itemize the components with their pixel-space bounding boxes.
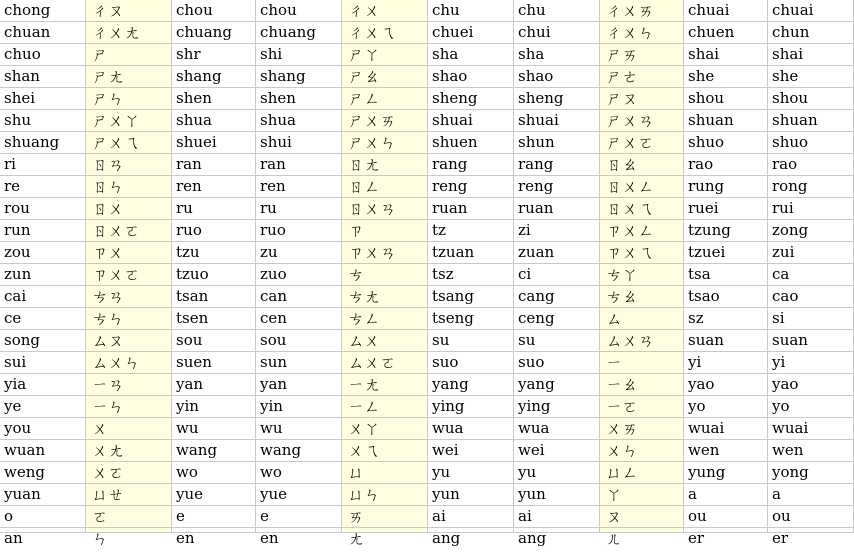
pinyin-cell[interactable]: reng xyxy=(428,176,514,198)
pinyin-cell[interactable]: suan xyxy=(684,330,768,352)
zhuyin-cell[interactable]: ㄣ xyxy=(86,528,172,533)
pinyin-cell[interactable]: wei xyxy=(514,440,600,462)
pinyin-cell[interactable]: weng xyxy=(0,462,86,484)
pinyin-cell[interactable]: shui xyxy=(256,132,342,154)
pinyin-cell[interactable]: ai xyxy=(428,506,514,528)
pinyin-cell[interactable]: yang xyxy=(514,374,600,396)
pinyin-cell[interactable]: zong xyxy=(768,220,854,242)
pinyin-cell[interactable]: ri xyxy=(0,154,86,176)
pinyin-cell[interactable]: ang xyxy=(428,528,514,533)
pinyin-cell[interactable]: chuo xyxy=(0,44,86,66)
pinyin-cell[interactable]: sun xyxy=(256,352,342,374)
pinyin-cell[interactable]: wen xyxy=(768,440,854,462)
zhuyin-cell[interactable]: ㄦ xyxy=(600,528,684,533)
pinyin-cell[interactable]: song xyxy=(0,330,86,352)
pinyin-cell[interactable]: ai xyxy=(514,506,600,528)
pinyin-cell[interactable]: yuan xyxy=(0,484,86,506)
pinyin-cell[interactable]: ying xyxy=(428,396,514,418)
pinyin-cell[interactable]: en xyxy=(172,528,256,533)
zhuyin-cell[interactable]: ㄔㄡ xyxy=(86,0,172,22)
zhuyin-cell[interactable]: ㄩ xyxy=(342,462,428,484)
pinyin-cell[interactable]: wei xyxy=(428,440,514,462)
pinyin-cell[interactable]: cai xyxy=(0,286,86,308)
pinyin-cell[interactable]: yo xyxy=(684,396,768,418)
pinyin-cell[interactable]: shen xyxy=(256,88,342,110)
pinyin-cell[interactable]: tzung xyxy=(684,220,768,242)
pinyin-cell[interactable]: ruei xyxy=(684,198,768,220)
zhuyin-cell[interactable]: ㄨㄚ xyxy=(342,418,428,440)
pinyin-cell[interactable]: yan xyxy=(172,374,256,396)
pinyin-cell[interactable]: rao xyxy=(768,154,854,176)
zhuyin-cell[interactable]: ㄕㄡ xyxy=(600,88,684,110)
pinyin-cell[interactable]: you xyxy=(0,418,86,440)
pinyin-cell[interactable]: shu xyxy=(0,110,86,132)
pinyin-cell[interactable]: wuai xyxy=(768,418,854,440)
pinyin-cell[interactable]: yun xyxy=(428,484,514,506)
pinyin-cell[interactable]: suo xyxy=(514,352,600,374)
zhuyin-cell[interactable]: ㄤ xyxy=(342,528,428,533)
pinyin-cell[interactable]: yong xyxy=(768,462,854,484)
zhuyin-cell[interactable]: ㄘㄥ xyxy=(342,308,428,330)
pinyin-cell[interactable]: shuo xyxy=(684,132,768,154)
zhuyin-cell[interactable]: ㄕㄤ xyxy=(86,66,172,88)
zhuyin-cell[interactable]: ㄖㄣ xyxy=(86,176,172,198)
pinyin-cell[interactable]: tzuei xyxy=(684,242,768,264)
pinyin-cell[interactable]: tzu xyxy=(172,242,256,264)
pinyin-cell[interactable]: ang xyxy=(514,528,600,533)
pinyin-cell[interactable]: chou xyxy=(172,0,256,22)
pinyin-cell[interactable]: suo xyxy=(428,352,514,374)
pinyin-cell[interactable]: tsa xyxy=(684,264,768,286)
zhuyin-cell[interactable]: ㄕㄠ xyxy=(342,66,428,88)
pinyin-cell[interactable]: e xyxy=(256,506,342,528)
pinyin-cell[interactable]: chuei xyxy=(428,22,514,44)
zhuyin-cell[interactable]: ㄙㄨㄣ xyxy=(86,352,172,374)
pinyin-cell[interactable]: shuan xyxy=(768,110,854,132)
pinyin-cell[interactable]: tsen xyxy=(172,308,256,330)
pinyin-cell[interactable]: wuan xyxy=(0,440,86,462)
pinyin-cell[interactable]: an xyxy=(0,528,86,533)
zhuyin-cell[interactable]: ㄖㄨㄢ xyxy=(342,198,428,220)
pinyin-cell[interactable]: shao xyxy=(428,66,514,88)
zhuyin-cell[interactable]: ㄖㄨㄟ xyxy=(600,198,684,220)
pinyin-cell[interactable]: ruo xyxy=(172,220,256,242)
pinyin-cell[interactable]: shuan xyxy=(684,110,768,132)
pinyin-cell[interactable]: chuai xyxy=(684,0,768,22)
zhuyin-cell[interactable]: ㄕㄥ xyxy=(342,88,428,110)
pinyin-cell[interactable]: ru xyxy=(172,198,256,220)
pinyin-cell[interactable]: yao xyxy=(768,374,854,396)
pinyin-cell[interactable]: shi xyxy=(256,44,342,66)
pinyin-cell[interactable]: tzuo xyxy=(172,264,256,286)
pinyin-cell[interactable]: ran xyxy=(256,154,342,176)
pinyin-cell[interactable]: cao xyxy=(768,286,854,308)
zhuyin-cell[interactable]: ㄩㄥ xyxy=(600,462,684,484)
pinyin-cell[interactable]: zui xyxy=(768,242,854,264)
pinyin-cell[interactable]: chuan xyxy=(0,22,86,44)
pinyin-cell[interactable]: shou xyxy=(768,88,854,110)
pinyin-cell[interactable]: wo xyxy=(172,462,256,484)
pinyin-cell[interactable]: chou xyxy=(256,0,342,22)
pinyin-cell[interactable]: suen xyxy=(172,352,256,374)
pinyin-cell[interactable]: rui xyxy=(768,198,854,220)
zhuyin-cell[interactable]: ㄧ xyxy=(600,352,684,374)
zhuyin-cell[interactable]: ㄖㄨ xyxy=(86,198,172,220)
pinyin-cell[interactable]: shua xyxy=(256,110,342,132)
pinyin-cell[interactable]: rao xyxy=(684,154,768,176)
pinyin-cell[interactable]: shan xyxy=(0,66,86,88)
zhuyin-cell[interactable]: ㄔㄨㄤ xyxy=(86,22,172,44)
pinyin-cell[interactable]: wuai xyxy=(684,418,768,440)
zhuyin-cell[interactable]: ㄩㄝ xyxy=(86,484,172,506)
pinyin-cell[interactable]: yao xyxy=(684,374,768,396)
pinyin-cell[interactable]: yue xyxy=(172,484,256,506)
pinyin-cell[interactable]: shuen xyxy=(428,132,514,154)
pinyin-cell[interactable]: a xyxy=(768,484,854,506)
pinyin-cell[interactable]: ceng xyxy=(514,308,600,330)
zhuyin-cell[interactable]: ㄖㄨㄛ xyxy=(86,220,172,242)
zhuyin-cell[interactable]: ㄔㄨ xyxy=(342,0,428,22)
zhuyin-cell[interactable]: ㄖㄥ xyxy=(342,176,428,198)
pinyin-cell[interactable]: rou xyxy=(0,198,86,220)
pinyin-cell[interactable]: zun xyxy=(0,264,86,286)
pinyin-cell[interactable]: su xyxy=(514,330,600,352)
zhuyin-cell[interactable]: ㄙㄨㄛ xyxy=(342,352,428,374)
pinyin-cell[interactable]: sha xyxy=(428,44,514,66)
pinyin-cell[interactable]: o xyxy=(0,506,86,528)
pinyin-cell[interactable]: zuan xyxy=(514,242,600,264)
pinyin-cell[interactable]: a xyxy=(684,484,768,506)
pinyin-cell[interactable]: shen xyxy=(172,88,256,110)
pinyin-cell[interactable]: rang xyxy=(514,154,600,176)
zhuyin-cell[interactable]: ㄘㄢ xyxy=(86,286,172,308)
pinyin-cell[interactable]: yun xyxy=(514,484,600,506)
pinyin-cell[interactable]: wua xyxy=(514,418,600,440)
zhuyin-cell[interactable]: ㄕㄨㄟ xyxy=(86,132,172,154)
pinyin-cell[interactable]: tseng xyxy=(428,308,514,330)
pinyin-cell[interactable]: ou xyxy=(684,506,768,528)
zhuyin-cell[interactable]: ㄨㄣ xyxy=(600,440,684,462)
pinyin-cell[interactable]: shuai xyxy=(514,110,600,132)
pinyin-cell[interactable]: shou xyxy=(684,88,768,110)
pinyin-cell[interactable]: yin xyxy=(172,396,256,418)
pinyin-cell[interactable]: sheng xyxy=(514,88,600,110)
pinyin-cell[interactable]: wo xyxy=(256,462,342,484)
pinyin-cell[interactable]: chu xyxy=(428,0,514,22)
zhuyin-cell[interactable]: ㄕㄨㄢ xyxy=(600,110,684,132)
zhuyin-cell[interactable]: ㄖㄨㄥ xyxy=(600,176,684,198)
pinyin-cell[interactable]: tzuan xyxy=(428,242,514,264)
zhuyin-cell[interactable]: ㄚ xyxy=(600,484,684,506)
zhuyin-cell[interactable]: ㄗㄨㄥ xyxy=(600,220,684,242)
pinyin-cell[interactable]: wen xyxy=(684,440,768,462)
pinyin-cell[interactable]: yue xyxy=(256,484,342,506)
zhuyin-cell[interactable]: ㄗㄨㄟ xyxy=(600,242,684,264)
pinyin-cell[interactable]: sheng xyxy=(428,88,514,110)
pinyin-cell[interactable]: reng xyxy=(514,176,600,198)
zhuyin-cell[interactable]: ㄧㄛ xyxy=(600,396,684,418)
pinyin-cell[interactable]: run xyxy=(0,220,86,242)
zhuyin-cell[interactable]: ㄗㄨㄢ xyxy=(342,242,428,264)
pinyin-cell[interactable]: chuen xyxy=(684,22,768,44)
zhuyin-cell[interactable]: ㄧㄠ xyxy=(600,374,684,396)
pinyin-cell[interactable]: wang xyxy=(256,440,342,462)
zhuyin-cell[interactable]: ㄕㄜ xyxy=(600,66,684,88)
pinyin-cell[interactable]: tsz xyxy=(428,264,514,286)
pinyin-cell[interactable]: chuang xyxy=(256,22,342,44)
pinyin-cell[interactable]: shang xyxy=(256,66,342,88)
zhuyin-cell[interactable]: ㄖㄠ xyxy=(600,154,684,176)
zhuyin-cell[interactable]: ㄙㄡ xyxy=(86,330,172,352)
zhuyin-cell[interactable]: ㄙㄨㄢ xyxy=(600,330,684,352)
zhuyin-cell[interactable]: ㄕㄨㄞ xyxy=(342,110,428,132)
pinyin-cell[interactable]: ren xyxy=(256,176,342,198)
pinyin-cell[interactable]: yi xyxy=(684,352,768,374)
pinyin-cell[interactable]: she xyxy=(768,66,854,88)
pinyin-cell[interactable]: ce xyxy=(0,308,86,330)
zhuyin-cell[interactable]: ㄔㄨㄞ xyxy=(600,0,684,22)
pinyin-cell[interactable]: ru xyxy=(256,198,342,220)
pinyin-cell[interactable]: shei xyxy=(0,88,86,110)
zhuyin-cell[interactable]: ㄙ xyxy=(600,308,684,330)
pinyin-cell[interactable]: ren xyxy=(172,176,256,198)
zhuyin-cell[interactable]: ㄧㄤ xyxy=(342,374,428,396)
zhuyin-cell[interactable]: ㄔㄨㄟ xyxy=(342,22,428,44)
pinyin-cell[interactable]: chuang xyxy=(172,22,256,44)
zhuyin-cell[interactable]: ㄙㄨ xyxy=(342,330,428,352)
pinyin-cell[interactable]: chong xyxy=(0,0,86,22)
pinyin-cell[interactable]: shuang xyxy=(0,132,86,154)
pinyin-cell[interactable]: zi xyxy=(514,220,600,242)
zhuyin-cell[interactable]: ㄘㄣ xyxy=(86,308,172,330)
zhuyin-cell[interactable]: ㄗㄨ xyxy=(86,242,172,264)
pinyin-cell[interactable]: chui xyxy=(514,22,600,44)
pinyin-cell[interactable]: yan xyxy=(256,374,342,396)
pinyin-cell[interactable]: yung xyxy=(684,462,768,484)
pinyin-cell[interactable]: shua xyxy=(172,110,256,132)
zhuyin-cell[interactable]: ㄧㄥ xyxy=(342,396,428,418)
pinyin-cell[interactable]: ca xyxy=(768,264,854,286)
pinyin-cell[interactable]: zuo xyxy=(256,264,342,286)
pinyin-cell[interactable]: shuai xyxy=(428,110,514,132)
zhuyin-cell[interactable]: ㄗㄨㄛ xyxy=(86,264,172,286)
pinyin-cell[interactable]: cang xyxy=(514,286,600,308)
zhuyin-cell[interactable]: ㄘㄠ xyxy=(600,286,684,308)
pinyin-cell[interactable]: shun xyxy=(514,132,600,154)
pinyin-cell[interactable]: shai xyxy=(768,44,854,66)
pinyin-cell[interactable]: chuai xyxy=(768,0,854,22)
zhuyin-cell[interactable]: ㄕㄣ xyxy=(86,88,172,110)
pinyin-cell[interactable]: shao xyxy=(514,66,600,88)
pinyin-cell[interactable]: su xyxy=(428,330,514,352)
pinyin-cell[interactable]: sha xyxy=(514,44,600,66)
zhuyin-cell[interactable]: ㄕ xyxy=(86,44,172,66)
pinyin-cell[interactable]: shai xyxy=(684,44,768,66)
pinyin-cell[interactable]: yi xyxy=(768,352,854,374)
zhuyin-cell[interactable]: ㄕㄞ xyxy=(600,44,684,66)
zhuyin-cell[interactable]: ㄘㄤ xyxy=(342,286,428,308)
pinyin-cell[interactable]: yang xyxy=(428,374,514,396)
zhuyin-cell[interactable]: ㄛ xyxy=(86,506,172,528)
pinyin-cell[interactable]: wu xyxy=(256,418,342,440)
zhuyin-cell[interactable]: ㄕㄨㄣ xyxy=(342,132,428,154)
pinyin-cell[interactable]: shuo xyxy=(768,132,854,154)
pinyin-cell[interactable]: zu xyxy=(256,242,342,264)
zhuyin-cell[interactable]: ㄕㄨㄚ xyxy=(86,110,172,132)
zhuyin-cell[interactable]: ㄖㄢ xyxy=(86,154,172,176)
pinyin-cell[interactable]: ruan xyxy=(514,198,600,220)
pinyin-cell[interactable]: she xyxy=(684,66,768,88)
pinyin-cell[interactable]: tsan xyxy=(172,286,256,308)
pinyin-cell[interactable]: ruo xyxy=(256,220,342,242)
pinyin-cell[interactable]: can xyxy=(256,286,342,308)
pinyin-cell[interactable]: er xyxy=(684,528,768,533)
zhuyin-cell[interactable]: ㄨㄤ xyxy=(86,440,172,462)
zhuyin-cell[interactable]: ㄘ xyxy=(342,264,428,286)
pinyin-cell[interactable]: si xyxy=(768,308,854,330)
pinyin-cell[interactable]: sui xyxy=(0,352,86,374)
pinyin-cell[interactable]: shang xyxy=(172,66,256,88)
pinyin-cell[interactable]: suan xyxy=(768,330,854,352)
pinyin-cell[interactable]: tsao xyxy=(684,286,768,308)
pinyin-cell[interactable]: rang xyxy=(428,154,514,176)
pinyin-cell[interactable]: ying xyxy=(514,396,600,418)
pinyin-cell[interactable]: er xyxy=(768,528,854,533)
zhuyin-cell[interactable]: ㄞ xyxy=(342,506,428,528)
zhuyin-cell[interactable]: ㄕㄚ xyxy=(342,44,428,66)
pinyin-cell[interactable]: sou xyxy=(256,330,342,352)
zhuyin-cell[interactable]: ㄗ xyxy=(342,220,428,242)
pinyin-cell[interactable]: wang xyxy=(172,440,256,462)
pinyin-cell[interactable]: ran xyxy=(172,154,256,176)
pinyin-cell[interactable]: chu xyxy=(514,0,600,22)
pinyin-cell[interactable]: wu xyxy=(172,418,256,440)
pinyin-cell[interactable]: re xyxy=(0,176,86,198)
pinyin-cell[interactable]: en xyxy=(256,528,342,533)
zhuyin-cell[interactable]: ㄘㄚ xyxy=(600,264,684,286)
pinyin-cell[interactable]: shuei xyxy=(172,132,256,154)
zhuyin-cell[interactable]: ㄨㄞ xyxy=(600,418,684,440)
pinyin-cell[interactable]: ci xyxy=(514,264,600,286)
pinyin-cell[interactable]: zou xyxy=(0,242,86,264)
zhuyin-cell[interactable]: ㄩㄣ xyxy=(342,484,428,506)
zhuyin-cell[interactable]: ㄨㄟ xyxy=(342,440,428,462)
zhuyin-cell[interactable]: ㄡ xyxy=(600,506,684,528)
pinyin-cell[interactable]: rung xyxy=(684,176,768,198)
pinyin-cell[interactable]: ye xyxy=(0,396,86,418)
zhuyin-cell[interactable]: ㄨ xyxy=(86,418,172,440)
zhuyin-cell[interactable]: ㄖㄤ xyxy=(342,154,428,176)
pinyin-cell[interactable]: tsang xyxy=(428,286,514,308)
pinyin-cell[interactable]: tz xyxy=(428,220,514,242)
pinyin-cell[interactable]: yu xyxy=(514,462,600,484)
pinyin-cell[interactable]: ou xyxy=(768,506,854,528)
zhuyin-cell[interactable]: ㄔㄨㄣ xyxy=(600,22,684,44)
zhuyin-cell[interactable]: ㄧㄣ xyxy=(86,396,172,418)
pinyin-cell[interactable]: e xyxy=(172,506,256,528)
pinyin-cell[interactable]: chun xyxy=(768,22,854,44)
pinyin-cell[interactable]: wua xyxy=(428,418,514,440)
zhuyin-cell[interactable]: ㄕㄨㄛ xyxy=(600,132,684,154)
pinyin-cell[interactable]: ruan xyxy=(428,198,514,220)
pinyin-cell[interactable]: yu xyxy=(428,462,514,484)
pinyin-cell[interactable]: shr xyxy=(172,44,256,66)
pinyin-cell[interactable]: rong xyxy=(768,176,854,198)
zhuyin-cell[interactable]: ㄧㄢ xyxy=(86,374,172,396)
pinyin-cell[interactable]: yin xyxy=(256,396,342,418)
pinyin-cell[interactable]: cen xyxy=(256,308,342,330)
pinyin-cell[interactable]: sz xyxy=(684,308,768,330)
zhuyin-cell[interactable]: ㄨㄛ xyxy=(86,462,172,484)
pinyin-cell[interactable]: yia xyxy=(0,374,86,396)
pinyin-cell[interactable]: yo xyxy=(768,396,854,418)
pinyin-cell[interactable]: sou xyxy=(172,330,256,352)
